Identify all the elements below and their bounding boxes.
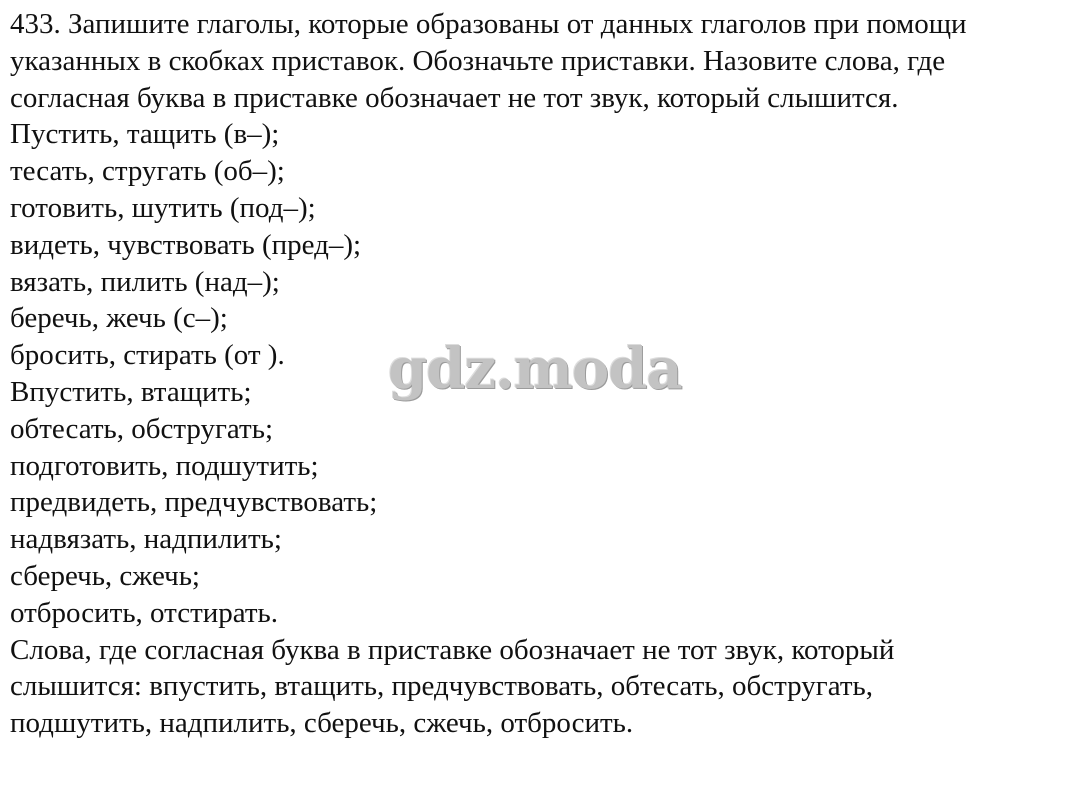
answer-item: Впустить, втащить; <box>10 375 252 408</box>
exercise-item: видеть, чувствовать (пред–); <box>10 228 362 261</box>
conclusion <box>10 632 1082 742</box>
answer-item: надвязать, надпилить; <box>10 523 282 556</box>
exercise-item: вязать, пилить (над–); <box>10 265 280 298</box>
watermark-logo: gdz.moda <box>388 336 682 402</box>
exercise-item: бросить, стирать (от ). <box>10 339 285 372</box>
answer-item: обтесать, обстругать; <box>10 412 274 445</box>
task-line: 433. Запишите глаголы, которые образованы от данных глаголов при помощи <box>10 8 967 40</box>
exercise-item: тесать, стругать (об–); <box>10 155 285 188</box>
answer-list <box>10 374 1082 632</box>
conclusion-line: Слова, где согласная буква в приставке обозначает не тот звук, который <box>10 633 895 666</box>
exercise-item: Пустить, тащить (в–); <box>10 118 280 151</box>
answer-item: сберечь, сжечь; <box>10 559 200 592</box>
answer-item: отбросить, отстирать. <box>10 596 279 629</box>
exercise-item: готовить, шутить (под–); <box>10 191 316 224</box>
answer-item: предвидеть, предчувствовать; <box>10 486 378 519</box>
task-statement <box>10 6 1082 116</box>
conclusion-line: слышится: впустить, втащить, предчувствовать, обтесать, обстругать, <box>10 670 873 703</box>
answer-item: подготовить, подшутить; <box>10 449 319 482</box>
exercise-item: беречь, жечь (с–); <box>10 302 228 335</box>
task-line: согласная буква в приставке обозначает не тот звук, который слышится. <box>10 81 899 114</box>
conclusion-line: подшутить, надпилить, сберечь, сжечь, отбросить. <box>10 707 634 740</box>
task-line: указанных в скобках приставок. Обозначьте приставки. Назовите слова, где <box>10 44 946 77</box>
